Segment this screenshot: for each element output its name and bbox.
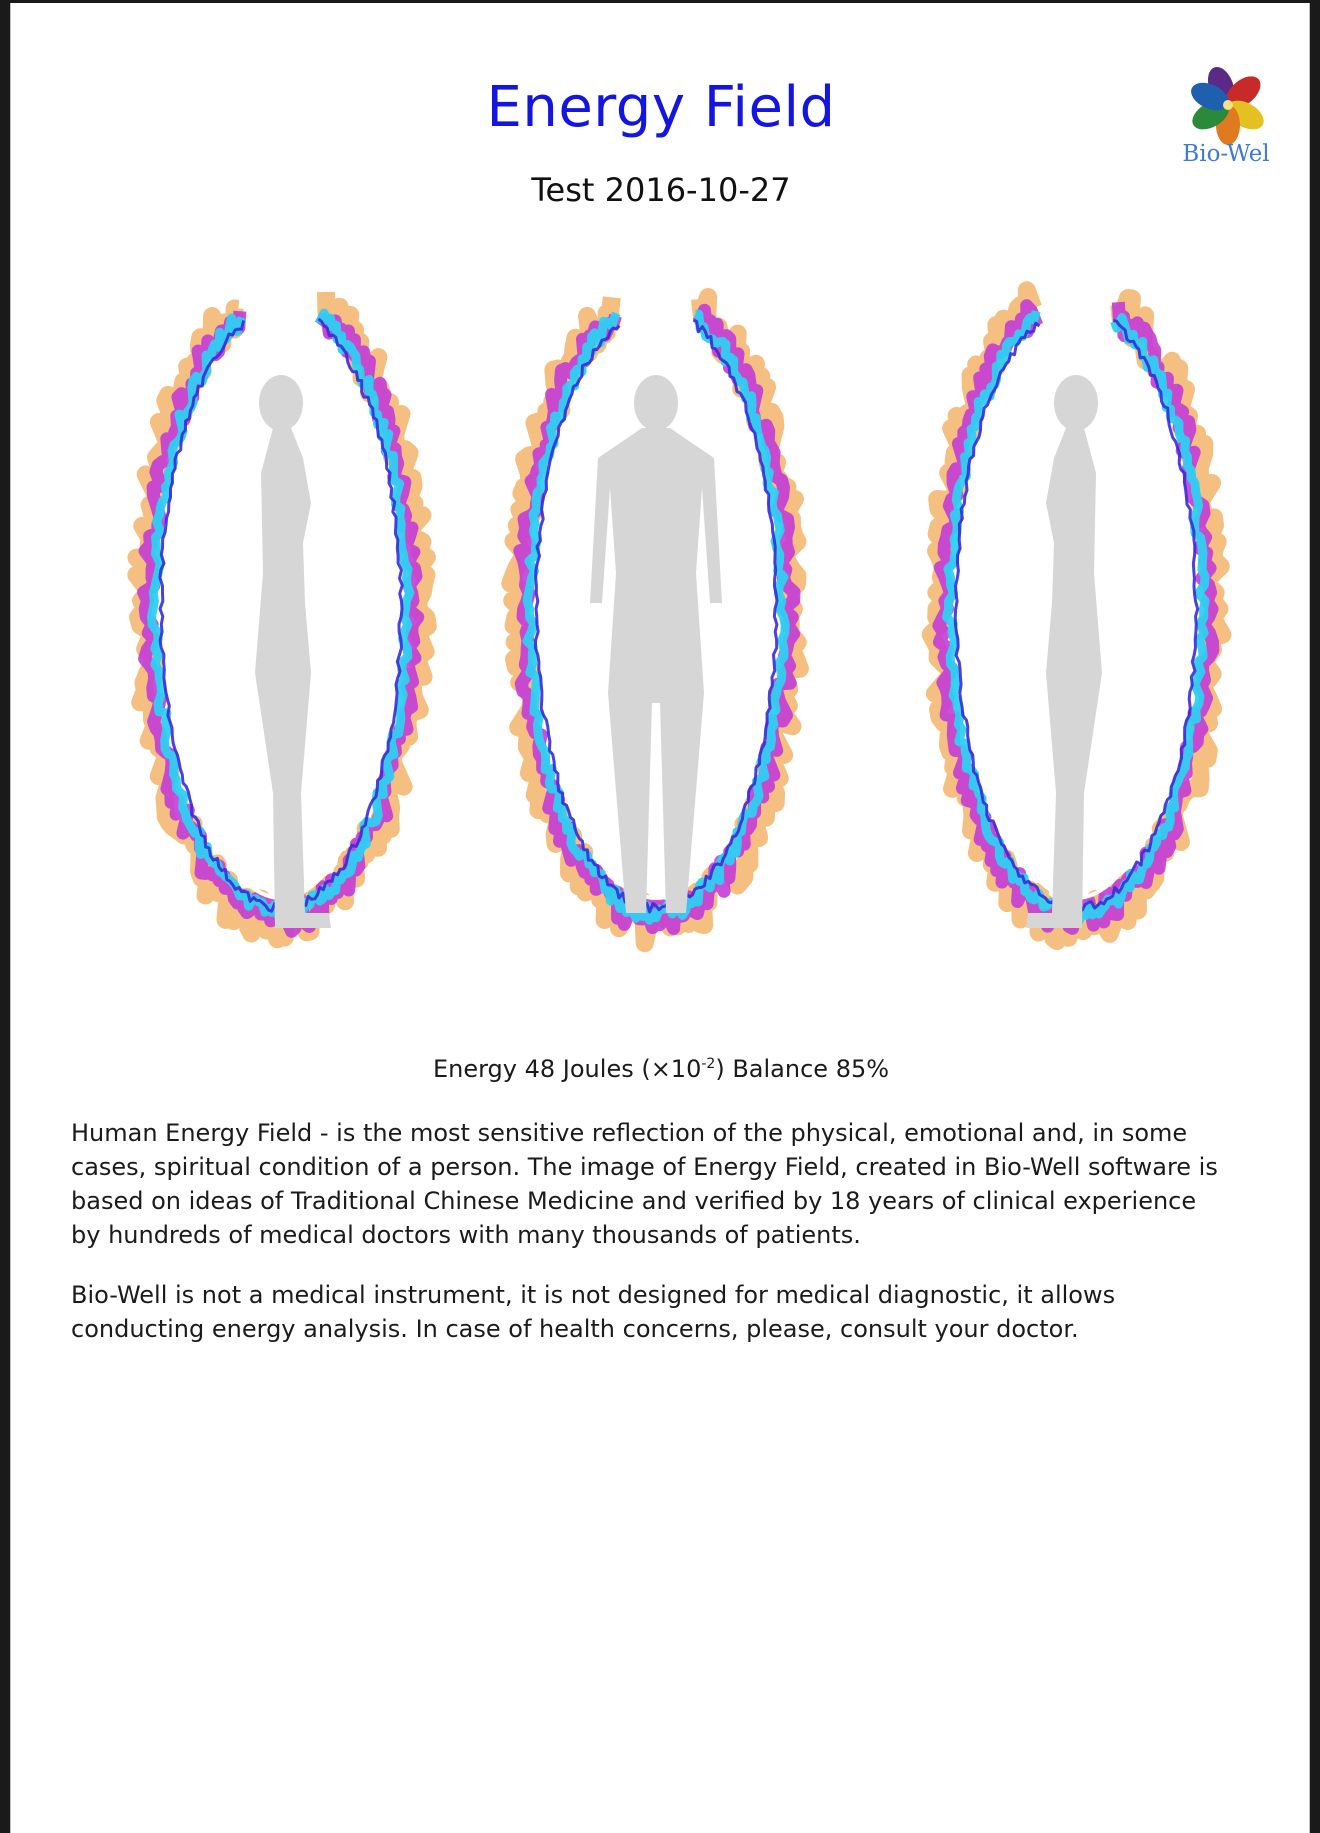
energy-unit: Joules (×10 [562,1055,702,1083]
body-silhouette-profile-icon [255,375,331,928]
disclaimer-paragraph: Bio-Well is not a medical instrument, it is not designed for medical diagnostic, it allows conducting energy analysis. In case of health concerns, please, consult your doctor. [71,1281,1116,1343]
energy-field-left-profile [96,273,466,993]
description-paragraph: Human Energy Field - is the most sensitive reflection of the physical, emotional and, in some cases, spiritual condition of a person. The image of Energy Field, created in Bio-Well software is based on ideas of Traditional Chinese Medicine and verified by 18 years of clinical experience by hundreds of medical doctors with many thousands of patients. [71,1119,1218,1249]
energy-label: Energy [432,1055,517,1083]
page-title: Energy Field [486,75,836,140]
energy-field-right-profile [891,273,1261,993]
energy-field-images [11,273,1311,993]
report-page [10,3,1310,1833]
energy-field-front [471,273,841,993]
body-silhouette-front-icon [590,375,722,913]
test-date-subtitle: Test 2016-10-27 [531,171,791,209]
bio-well-logo [1176,65,1276,175]
energy-unit-close: ) [715,1055,725,1083]
energy-exponent: -2 [701,1056,716,1072]
energy-balance-metrics [11,1055,1311,1083]
balance-label: Balance [732,1055,829,1083]
balance-value: 85% [835,1055,890,1083]
flower-logo-icon [1176,65,1276,145]
body-silhouette-profile-icon [1026,375,1102,928]
energy-value: 48 [524,1055,556,1083]
logo-text: Bio-Wel [1182,141,1270,167]
